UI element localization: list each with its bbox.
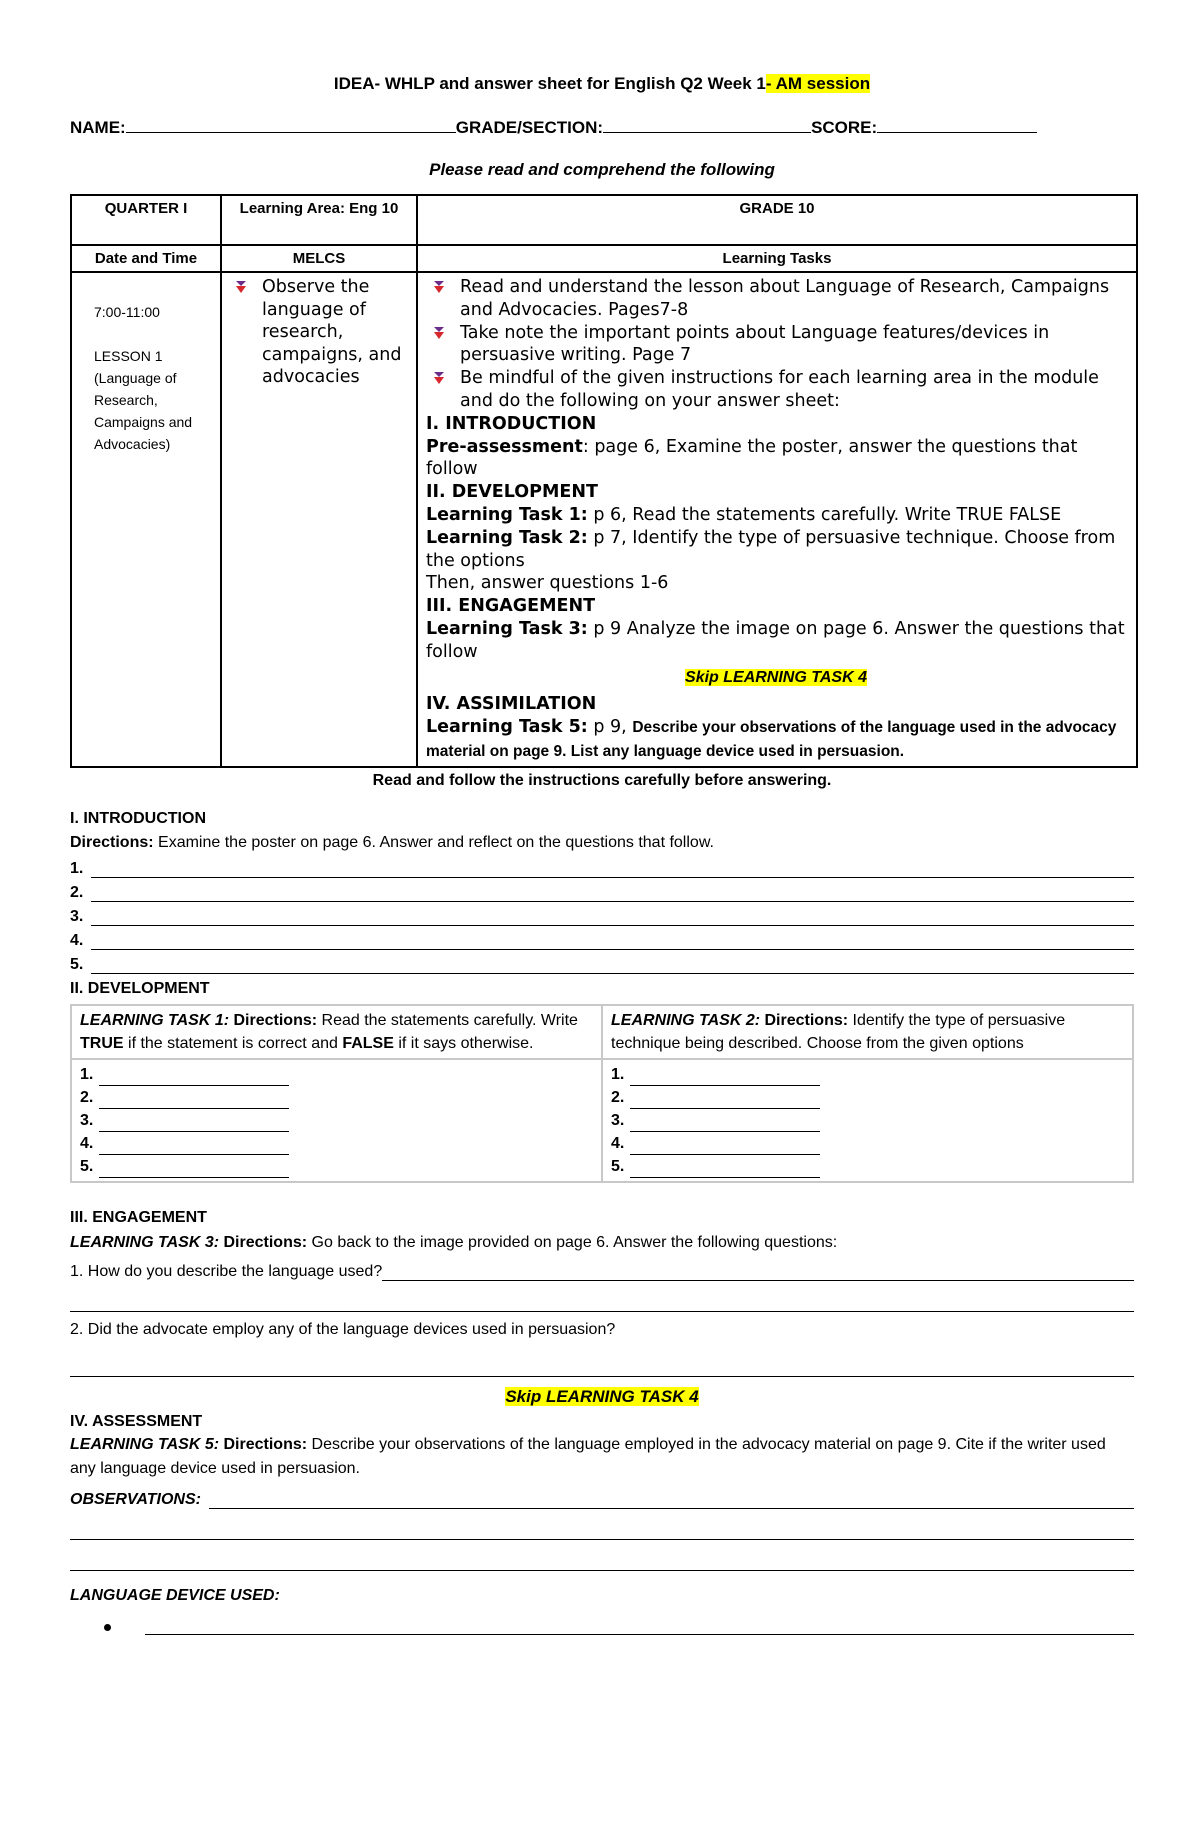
plan-preassessment: Pre-assessment: page 6, Examine the poster, answer the questions that follow xyxy=(426,436,1078,480)
lt1-answers-cell xyxy=(71,1059,602,1182)
arrow-down-bullet-icon xyxy=(432,280,446,294)
plan-engagement-heading: III. ENGAGEMENT xyxy=(426,596,596,617)
skip-note: Skip LEARNING TASK 4 xyxy=(505,1386,699,1406)
score-label: SCORE: xyxy=(811,118,878,137)
date-time-cell xyxy=(71,272,221,767)
intro-answer-3[interactable]: 3. xyxy=(70,902,1134,926)
intro-answer-lines xyxy=(70,854,1134,974)
lt3-answer-line-1[interactable] xyxy=(70,1281,1134,1312)
lt1-answer-5[interactable]: 5. xyxy=(80,1155,591,1178)
bullet-dot-icon xyxy=(104,1624,111,1631)
lt2-answer-5[interactable]: 5. xyxy=(611,1155,1122,1178)
learning-plan-table xyxy=(70,194,1138,768)
intro-answer-1[interactable]: 1. xyxy=(70,854,1134,878)
quarter-cell: QUARTER I xyxy=(71,195,221,245)
title-highlight: - AM session xyxy=(765,74,871,93)
lt3-directions: LEARNING TASK 3: Directions: Go back to the image provided on page 6. Answer the following questions: xyxy=(70,1233,838,1251)
grade-label: GRADE/SECTION: xyxy=(455,118,604,137)
development-heading: II. DEVELOPMENT xyxy=(70,979,210,997)
answer-sheet-instruction: Read and follow the instructions carefully before answering. xyxy=(372,771,832,789)
lt3-question-1[interactable]: 1. How do you describe the language used? xyxy=(70,1255,1134,1281)
language-device-label: LANGUAGE DEVICE USED: xyxy=(70,1586,280,1604)
language-device-entry[interactable] xyxy=(104,1605,1134,1635)
intro-answer-5[interactable]: 5. xyxy=(70,950,1134,974)
plan-task-5: Learning Task 5: p 9, Describe your observations of the language used in the advocacy material on page 9. List any language device used in persuasion. xyxy=(426,717,1117,760)
melc-item: Observe the language of research, campaigns, and advocacies xyxy=(228,276,412,389)
grade-cell: GRADE 10 xyxy=(417,195,1137,245)
intro-answer-2[interactable]: 2. xyxy=(70,878,1134,902)
lt2-answer-3[interactable]: 3. xyxy=(611,1109,1122,1132)
lt1-directions-cell: LEARNING TASK 1: Directions: Read the statements carefully. Write TRUE if the statement is correct and FALSE if it says otherwise. xyxy=(71,1005,602,1059)
arrow-down-bullet-icon xyxy=(432,326,446,340)
lt3-question-2: 2. Did the advocate employ any of the language devices used in persuasion? xyxy=(70,1320,616,1338)
observations-line-2[interactable] xyxy=(70,1509,1134,1540)
document-title xyxy=(70,74,1134,94)
name-label: NAME: xyxy=(70,118,126,137)
lt2-answer-4[interactable]: 4. xyxy=(611,1132,1122,1155)
lt2-answer-1[interactable]: 1. xyxy=(611,1063,1122,1086)
plan-task-2: Learning Task 2: p 7, Identify the type of persuasive technique. Choose from the options xyxy=(426,527,1116,571)
intro-heading: I. INTRODUCTION xyxy=(70,809,206,827)
engagement-heading: III. ENGAGEMENT xyxy=(70,1208,207,1226)
grade-field[interactable] xyxy=(603,116,811,133)
intro-directions: Directions: Examine the poster on page 6. Answer and reflect on the questions that follow. xyxy=(70,833,714,851)
lesson-label: LESSON 1 xyxy=(94,348,163,364)
task-bullet: Take note the important points about Language features/devices in persuasive writing. Page 7 xyxy=(426,322,1126,368)
plan-task-1: Learning Task 1: p 6, Read the statements carefully. Write TRUE FALSE xyxy=(426,504,1062,525)
arrow-down-bullet-icon xyxy=(432,371,446,385)
plan-assimilation-heading: IV. ASSIMILATION xyxy=(426,694,597,715)
time-text: 7:00-11:00 xyxy=(94,304,160,320)
task-bullet: Be mindful of the given instructions for each learning area in the module and do the following on your answer sheet: xyxy=(426,367,1126,413)
date-time-header: Date and Time xyxy=(71,245,221,272)
observations-line-3[interactable] xyxy=(70,1540,1134,1571)
learning-tasks-cell xyxy=(417,272,1137,767)
lt1-answer-3[interactable]: 3. xyxy=(80,1109,591,1132)
document-page xyxy=(70,70,1134,1635)
lt2-answers-cell xyxy=(602,1059,1133,1182)
learning-area-cell: Learning Area: Eng 10 xyxy=(221,195,417,245)
observations-line[interactable]: OBSERVATIONS: xyxy=(70,1481,1134,1509)
lt1-answer-4[interactable]: 4. xyxy=(80,1132,591,1155)
document-subtitle: Please read and comprehend the following xyxy=(429,160,775,179)
lt1-answer-1[interactable]: 1. xyxy=(80,1063,591,1086)
name-field[interactable] xyxy=(126,116,456,133)
plan-task-3: Learning Task 3: p 9 Analyze the image on page 6. Answer the questions that follow xyxy=(426,618,1125,662)
plan-task-2-followup: Then, answer questions 1-6 xyxy=(426,573,669,594)
plan-development-heading: II. DEVELOPMENT xyxy=(426,482,598,503)
lt1-answer-2[interactable]: 2. xyxy=(80,1086,591,1109)
melcs-header: MELCS xyxy=(221,245,417,272)
lt2-answer-2[interactable]: 2. xyxy=(611,1086,1122,1109)
lt3-answer-line-2[interactable] xyxy=(70,1342,1134,1377)
plan-skip-note: Skip LEARNING TASK 4 xyxy=(685,668,867,686)
lesson-topic: (Language of Research, Campaigns and Advocacies) xyxy=(94,370,193,452)
title-main: IDEA- WHLP and answer sheet for English Q2 Week 1 xyxy=(333,74,766,93)
score-field[interactable] xyxy=(877,116,1037,133)
arrow-down-bullet-icon xyxy=(234,280,248,294)
plan-intro-heading: I. INTRODUCTION xyxy=(426,413,597,434)
learning-tasks-header: Learning Tasks xyxy=(417,245,1137,272)
lt5-directions: LEARNING TASK 5: Directions: Describe your observations of the language employed in the advocacy material on page 9. Cite if the writer used any language device used in persuasion. xyxy=(70,1435,1106,1477)
assessment-heading: IV. ASSESSMENT xyxy=(70,1412,203,1430)
learning-tasks-1-2-table xyxy=(70,1004,1134,1183)
lt2-directions-cell: LEARNING TASK 2: Directions: Identify the type of persuasive technique being described. Choose from the given options xyxy=(602,1005,1133,1059)
student-info-line xyxy=(70,116,1134,138)
task-bullet: Read and understand the lesson about Language of Research, Campaigns and Advocacies. Pages7-8 xyxy=(426,276,1126,322)
melcs-cell xyxy=(221,272,417,767)
intro-answer-4[interactable]: 4. xyxy=(70,926,1134,950)
